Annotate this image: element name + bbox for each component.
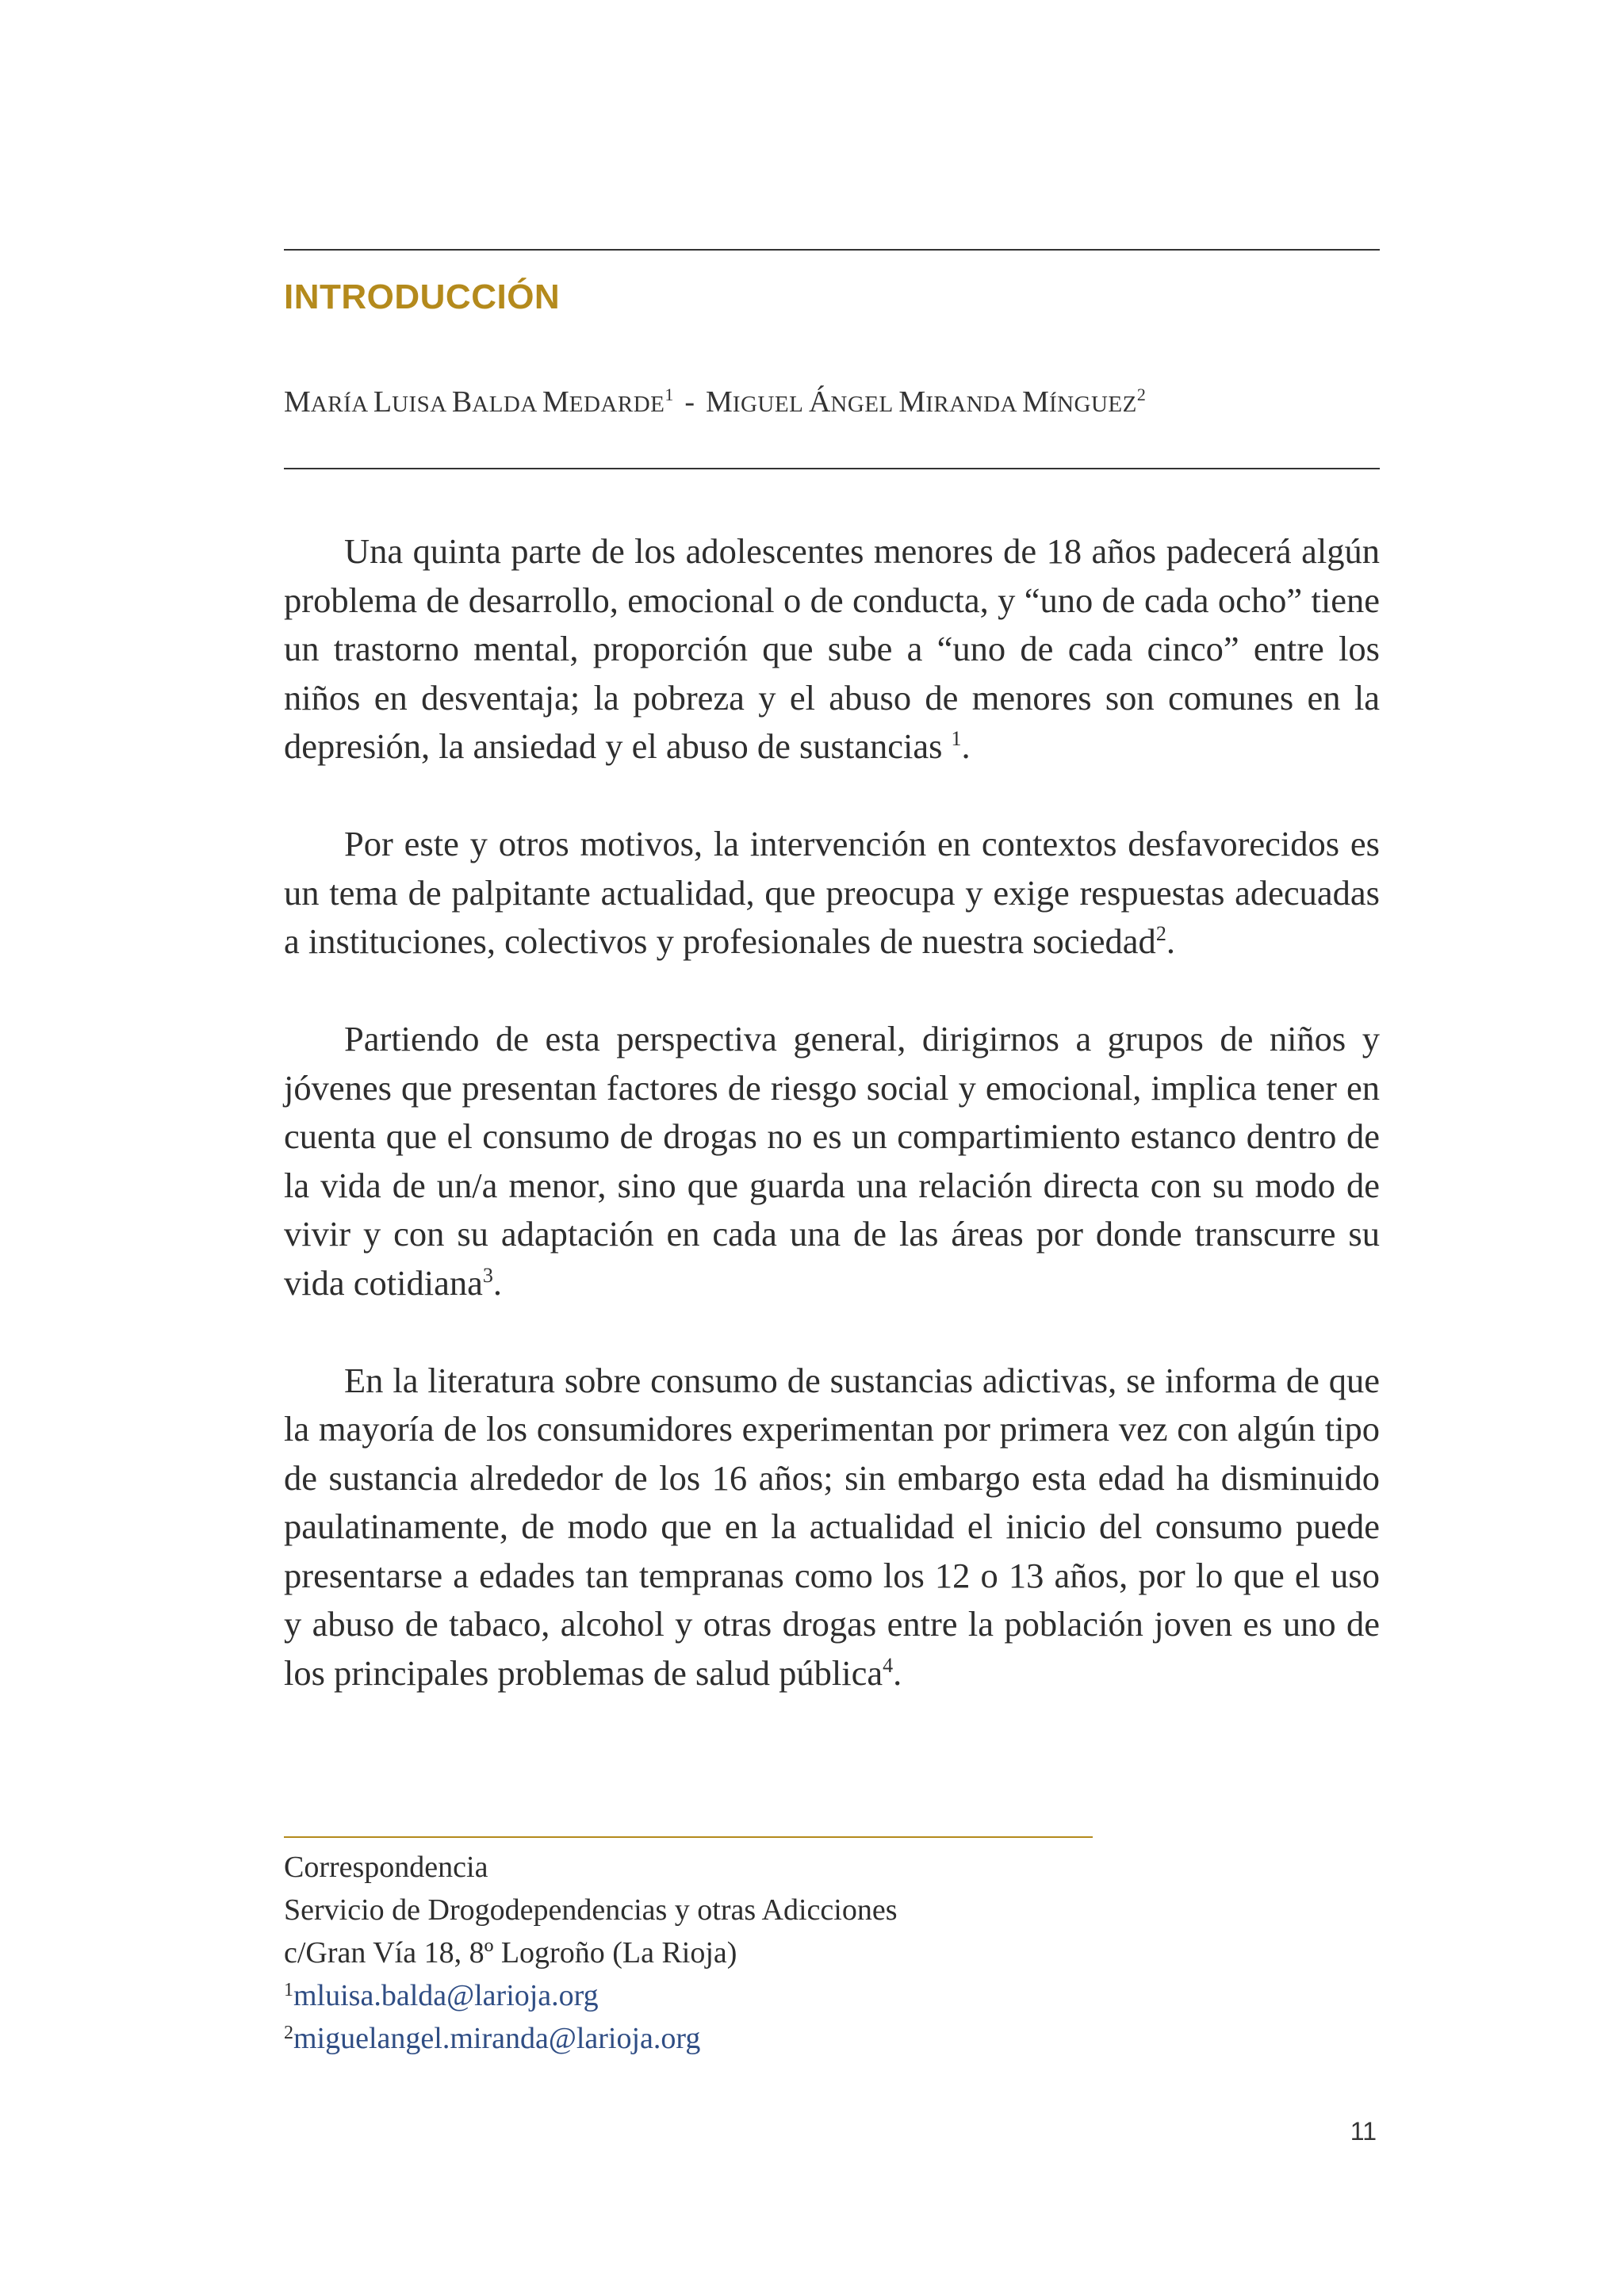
reference-mark: 2 <box>1155 922 1166 945</box>
body-text <box>284 527 1380 1747</box>
email-2-link[interactable]: miguelangel.miranda@larioja.org <box>293 2022 701 2055</box>
page-number: 11 <box>1350 2117 1377 2146</box>
paragraph: Una quinta parte de los adolescentes menores de 18 años padecerá algún problema de desarrollo, emocional o de conducta, y “uno de cada ocho” tiene un trastorno mental, proporción que sube a “uno de cada cinco” entre los niños en desventaja; la pobreza y el abuso de menores son comunes en la depresión, la ansiedad y el abuso de sustancias $^1$. <box>284 531 1380 766</box>
reference-mark: 1 <box>951 727 962 750</box>
footnote-divider <box>284 1836 1093 1838</box>
paragraph: Por este y otros motivos, la intervención en contextos desfavorecidos es un tema de palpitante actualidad, que preocupa y exige respuestas adecuadas a instituciones, colectivos y profesionales de nuestra sociedad$^2$. <box>284 824 1380 961</box>
paragraph: En la literatura sobre consumo de sustancias adictivas, se informa de que la mayoría de los consumidores experimentan por primera vez con algún tipo de sustancia alrededor de los 16 años; sin embargo esta edad ha disminuido paulatinamente, de modo que en la actualidad el inicio del consumo puede presentarse a edades tan tempranas como los 12 o 13 años, por lo que el uso y abuso de tabaco, alcohol y otras drogas entre la población joven es uno de los principales problemas de salud pública$^4$. <box>284 1360 1380 1693</box>
footnote-institution: Servicio de Drogodependencias y otras Adicciones <box>284 1893 898 1927</box>
author-1-name: MARÍA LUISA BALDA MEDARDE <box>284 385 665 419</box>
footnote-email-1 <box>284 1974 898 2017</box>
reference-mark: 3 <box>482 1263 493 1287</box>
author-line <box>284 385 1146 419</box>
email-1-mark: 1 <box>284 1980 293 2000</box>
reference-mark: 4 <box>883 1653 894 1677</box>
author-separator: - <box>684 385 695 419</box>
author-1-note-mark: 1 <box>665 385 674 404</box>
author-divider <box>284 468 1380 469</box>
top-divider <box>284 249 1380 251</box>
footnote-email-2 <box>284 2017 898 2060</box>
paragraph: Partiendo de esta perspectiva general, dirigirnos a grupos de niños y jóvenes que presentan factores de riesgo social y emocional, implica tener en cuenta que el consumo de drogas no es un compartimiento estanco dentro de la vida de un/a menor, sino que guarda una relación directa con su modo de vivir y con su adaptación en cada una de las áreas por donde transcurre su vida cotidiana$^3$. <box>284 1019 1380 1303</box>
author-2-name: MIGUEL ÁNGEL MIRANDA MÍNGUEZ <box>706 385 1137 419</box>
section-heading: INTRODUCCIÓN <box>284 278 561 316</box>
email-1-link[interactable]: mluisa.balda@larioja.org <box>293 1979 599 2012</box>
footnote-title: Correspondencia <box>284 1851 488 1884</box>
footnote-address: c/Gran Vía 18, 8º Logroño (La Rioja) <box>284 1936 737 1970</box>
footnotes <box>284 1846 898 2060</box>
author-2-note-mark: 2 <box>1136 385 1146 404</box>
email-2-mark: 2 <box>284 2023 293 2043</box>
